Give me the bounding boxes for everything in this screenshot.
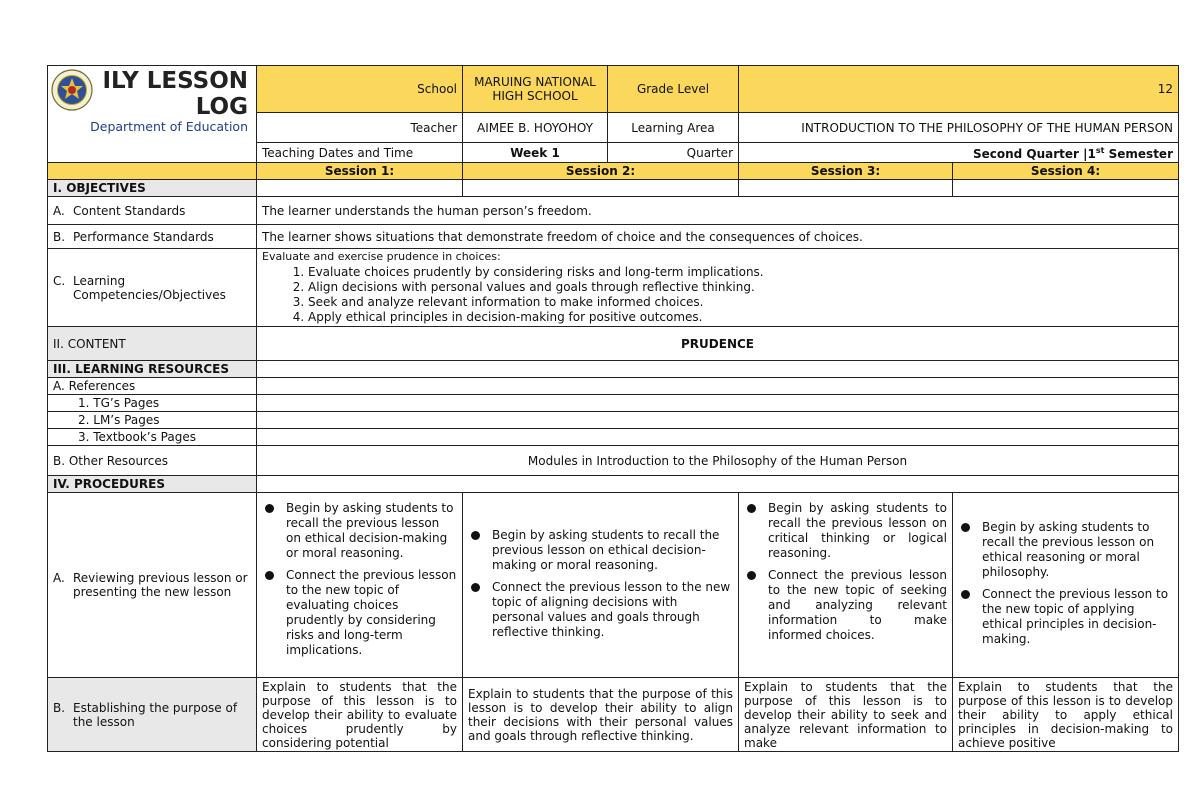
bullet-item: Begin by asking students to recall the previous lesson on ethical decision-making or moral reasoning. <box>262 501 457 561</box>
deped-seal-icon <box>51 69 93 111</box>
content-standards-value: The learner understands the human person’s freedom. <box>257 197 1179 225</box>
objectives-s4 <box>953 180 1179 197</box>
objectives-s1 <box>257 180 463 197</box>
lm-pages-label: 2. LM’s Pages <box>48 412 257 429</box>
objectives-s2 <box>463 180 739 197</box>
learning-area-value: INTRODUCTION TO THE PHILOSOPHY OF THE HUMAN PERSON <box>739 113 1179 143</box>
tg-pages-row <box>48 395 1179 412</box>
purpose-session-4: Explain to students that the purpose of this lesson is to develop their ability to apply ethical principles in decision-making to achieve positive <box>953 678 1179 752</box>
header-row-school <box>48 66 1179 113</box>
reviewing-session-3 <box>739 493 953 678</box>
procedures-heading-blank <box>257 476 1179 493</box>
objectives-heading: I. OBJECTIVES <box>48 180 257 197</box>
quarter-label: Quarter <box>608 143 739 163</box>
bullet-item: Begin by asking students to recall the previous lesson on ethical reasoning or moral philosophy. <box>958 520 1173 580</box>
session-4-header: Session 4: <box>953 163 1179 180</box>
school-label: School <box>257 66 463 113</box>
bullet-item: Begin by asking students to recall the previous lesson on critical thinking or logical reasoning. <box>744 501 947 561</box>
purpose-session-1: Explain to students that the purpose of this lesson is to develop their ability to evaluate choices prudently by considering potential <box>257 678 463 752</box>
performance-standards-row <box>48 225 1179 249</box>
quarter-value: Second Quarter |1st Semester <box>739 143 1179 163</box>
tg-pages-label: 1. TG’s Pages <box>48 395 257 412</box>
procedures-heading: IV. PROCEDURES <box>48 476 257 493</box>
teaching-dates-value: Week 1 <box>463 143 608 163</box>
competencies-label: C. Learning Competencies/Objectives <box>48 249 257 327</box>
textbook-pages-value <box>257 429 1179 446</box>
purpose-label: B. Establishing the purpose of the lesson <box>48 678 257 752</box>
references-label: A. References <box>48 378 257 395</box>
reviewing-label: A. Reviewing previous lesson or presenting the new lesson <box>48 493 257 678</box>
content-value: PRUDENCE <box>257 327 1179 361</box>
resources-heading-blank <box>257 361 1179 378</box>
content-standards-row <box>48 197 1179 225</box>
grade-level-value: 12 <box>739 66 1179 113</box>
resources-heading: III. LEARNING RESOURCES <box>48 361 257 378</box>
sessions-blank <box>48 163 257 180</box>
content-standards-label: A. Content Standards <box>48 197 257 225</box>
bullet-item: Connect the previous lesson to the new topic of seeking and analyzing relevant information to make informed choices. <box>744 568 947 643</box>
competency-item: 4. Apply ethical principles in decision-making for positive outcomes. <box>308 310 1173 325</box>
performance-standards-value: The learner shows situations that demonstrate freedom of choice and the consequences of choices. <box>257 225 1179 249</box>
procedures-heading-row <box>48 476 1179 493</box>
textbook-pages-row <box>48 429 1179 446</box>
content-row <box>48 327 1179 361</box>
session-2-header: Session 2: <box>463 163 739 180</box>
reviewing-row <box>48 493 1179 678</box>
performance-standards-label: B. Performance Standards <box>48 225 257 249</box>
reviewing-session-4 <box>953 493 1179 678</box>
grade-level-label: Grade Level <box>608 66 739 113</box>
bullet-item: Connect the previous lesson to the new topic of applying ethical principles in decision-making. <box>958 587 1173 647</box>
reviewing-session-1 <box>257 493 463 678</box>
purpose-session-3: Explain to students that the purpose of this lesson is to develop their ability to seek and analyze relevant information to make <box>739 678 953 752</box>
session-1-header: Session 1: <box>257 163 463 180</box>
other-resources-row <box>48 446 1179 476</box>
competency-item: 2. Align decisions with personal values and goals through reflective thinking. <box>308 280 1173 295</box>
bullet-item: Connect the previous lesson to the new topic of evaluating choices prudently by considering risks and long-term implications. <box>262 568 457 658</box>
header-title-block <box>48 66 257 163</box>
school-value: MARUING NATIONAL HIGH SCHOOL <box>463 66 608 113</box>
reviewing-session-2 <box>463 493 739 678</box>
objectives-heading-row <box>48 180 1179 197</box>
teacher-label: Teacher <box>257 113 463 143</box>
other-resources-label: B. Other Resources <box>48 446 257 476</box>
other-resources-value: Modules in Introduction to the Philosophy of the Human Person <box>257 446 1179 476</box>
competency-item: 1. Evaluate choices prudently by considering risks and long-term implications. <box>308 265 1173 280</box>
resources-heading-row <box>48 361 1179 378</box>
competencies-value <box>257 249 1179 327</box>
purpose-row <box>48 678 1179 752</box>
lm-pages-value <box>257 412 1179 429</box>
tg-pages-value <box>257 395 1179 412</box>
page-title: ILY LESSON LOG <box>102 68 248 120</box>
objectives-s3 <box>739 180 953 197</box>
sessions-row <box>48 163 1179 180</box>
references-row <box>48 378 1179 395</box>
teacher-value: AIMEE B. HOYOHOY <box>463 113 608 143</box>
bullet-item: Begin by asking students to recall the previous lesson on ethical decision-making or moral reasoning. <box>468 528 733 573</box>
department-label: Department of Education <box>90 119 248 134</box>
teaching-dates-label: Teaching Dates and Time <box>257 143 463 163</box>
daily-lesson-log-page <box>47 65 1178 752</box>
bullet-item: Connect the previous lesson to the new topic of aligning decisions with personal values and goals through reflective thinking. <box>468 580 733 640</box>
competencies-list <box>262 265 1173 325</box>
lm-pages-row <box>48 412 1179 429</box>
learning-area-label: Learning Area <box>608 113 739 143</box>
purpose-session-2: Explain to students that the purpose of this lesson is to develop their ability to align their decisions with their personal values and goals through reflective thinking. <box>463 678 739 752</box>
lesson-log-table <box>47 65 1179 752</box>
competency-item: 3. Seek and analyze relevant information to make informed choices. <box>308 295 1173 310</box>
session-3-header: Session 3: <box>739 163 953 180</box>
content-heading: II. CONTENT <box>48 327 257 361</box>
textbook-pages-label: 3. Textbook’s Pages <box>48 429 257 446</box>
references-value <box>257 378 1179 395</box>
competencies-intro: Evaluate and exercise prudence in choices: <box>262 250 501 263</box>
competencies-row <box>48 249 1179 327</box>
